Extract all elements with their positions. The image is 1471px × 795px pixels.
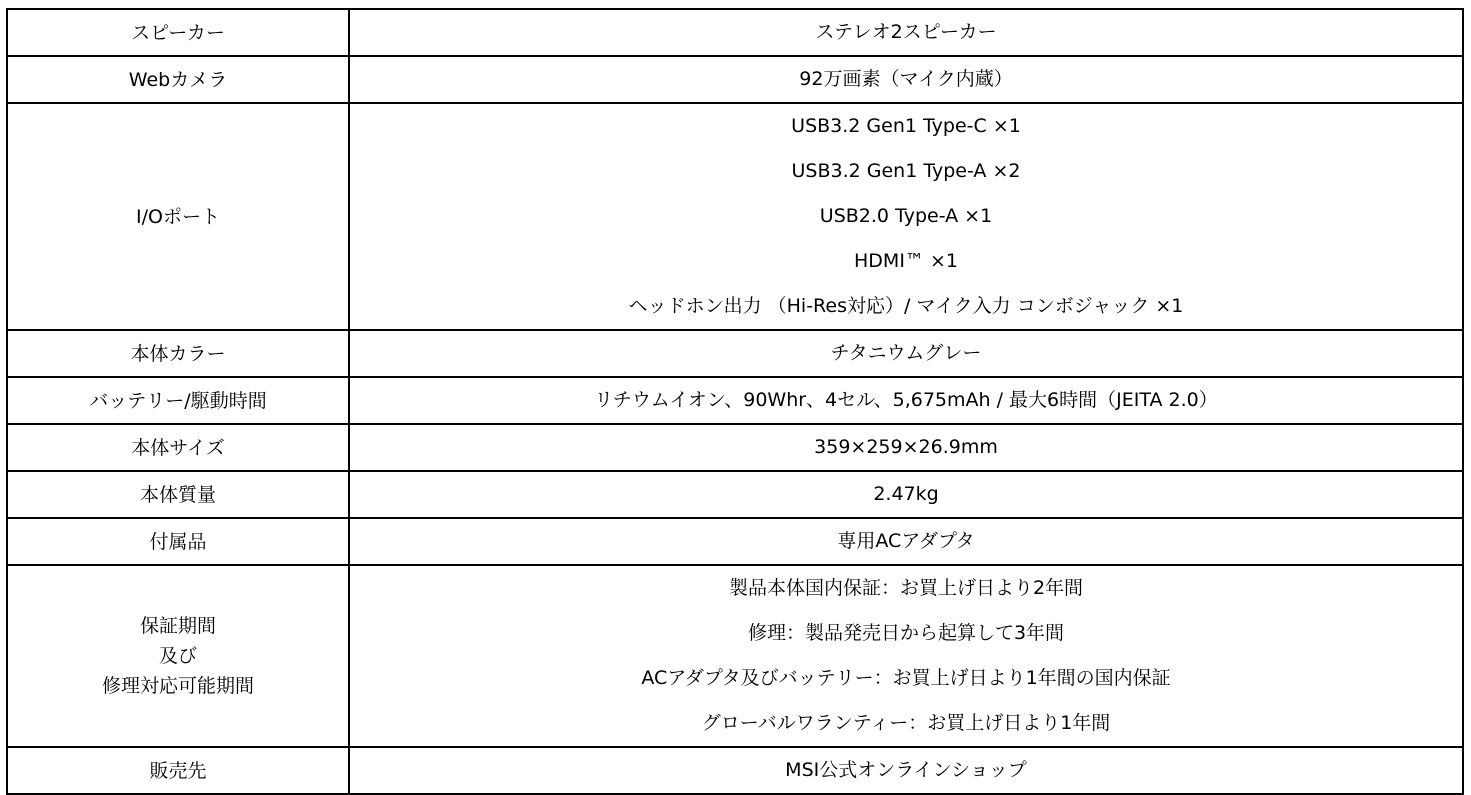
row-label	[7, 103, 349, 330]
row-value-text: 92万画素（マイク内蔵）	[799, 68, 1013, 90]
row-label-text: 本体サイズ	[131, 436, 225, 459]
row-value-text: チタニウムグレー	[830, 342, 982, 364]
row-value	[349, 565, 1463, 747]
row-label-text: 販売先	[149, 759, 207, 782]
row-label-text: Webカメラ	[128, 68, 228, 91]
row-value	[349, 471, 1463, 518]
row-value	[349, 377, 1463, 424]
row-value-text: 359×259×26.9mm	[814, 436, 998, 458]
spec-row-size	[7, 424, 1463, 471]
row-label-text: 本体カラー	[130, 342, 226, 365]
row-label	[7, 377, 349, 424]
row-label-text: 本体質量	[139, 483, 216, 506]
row-label	[7, 471, 349, 518]
row-value	[349, 518, 1463, 565]
spec-table	[6, 8, 1464, 795]
row-value-text: リチウムイオン、90Whr、4セル、5,675mAh / 最大6時間（JEITA 2.0）	[594, 389, 1218, 411]
row-label	[7, 56, 349, 103]
spec-row-weight	[7, 471, 1463, 518]
row-label-text: I/Oポート	[136, 205, 220, 228]
row-value-text: USB3.2 Gen1 Type-C ×1	[791, 115, 1021, 137]
row-value-text: HDMI™ ×1	[854, 250, 958, 272]
row-value	[349, 56, 1463, 103]
spec-row-warranty	[7, 565, 1463, 747]
spec-row-accessories	[7, 518, 1463, 565]
row-label	[7, 747, 349, 794]
row-value-text: グローバルワランティー：お買上げ日より1年間	[701, 712, 1111, 734]
spec-row-seller	[7, 747, 1463, 794]
row-value	[349, 330, 1463, 377]
row-value-text: 修理：製品発売日から起算して3年間	[747, 622, 1065, 644]
row-value	[349, 9, 1463, 56]
row-value-text: USB2.0 Type-A ×1	[819, 205, 993, 227]
row-label	[7, 565, 349, 747]
row-value-text: ステレオ2スピーカー	[815, 21, 997, 43]
spec-row-io-ports	[7, 103, 1463, 330]
row-value-text: USB3.2 Gen1 Type-A ×2	[791, 160, 1021, 182]
row-label	[7, 424, 349, 471]
row-label-text: 修理対応可能期間	[101, 675, 254, 697]
row-label	[7, 518, 349, 565]
row-value-text: 製品本体国内保証：お買上げ日より2年間	[728, 577, 1084, 599]
row-value	[349, 103, 1463, 330]
row-value-text: MSI公式オンラインショップ	[785, 759, 1027, 781]
row-value-text: 専用ACアダプタ	[837, 530, 975, 552]
row-label-text: 及び	[158, 645, 197, 667]
row-label-text: 付属品	[149, 530, 207, 553]
row-label	[7, 330, 349, 377]
spec-row-color	[7, 330, 1463, 377]
row-label-text: 保証期間	[139, 615, 216, 637]
row-value-text: 2.47kg	[873, 483, 939, 505]
spec-row-webcam	[7, 56, 1463, 103]
row-value-text: ヘッドホン出力 （Hi-Res対応）/ マイク入力 コンボジャック ×1	[628, 295, 1184, 317]
row-value-text: ACアダプタ及びバッテリー：お買上げ日より1年間の国内保証	[641, 667, 1171, 689]
row-label	[7, 9, 349, 56]
row-label-text: スピーカー	[131, 21, 225, 44]
row-label-text: バッテリー/駆動時間	[89, 389, 267, 412]
spec-row-battery	[7, 377, 1463, 424]
row-value	[349, 747, 1463, 794]
row-value	[349, 424, 1463, 471]
spec-row-speaker	[7, 9, 1463, 56]
